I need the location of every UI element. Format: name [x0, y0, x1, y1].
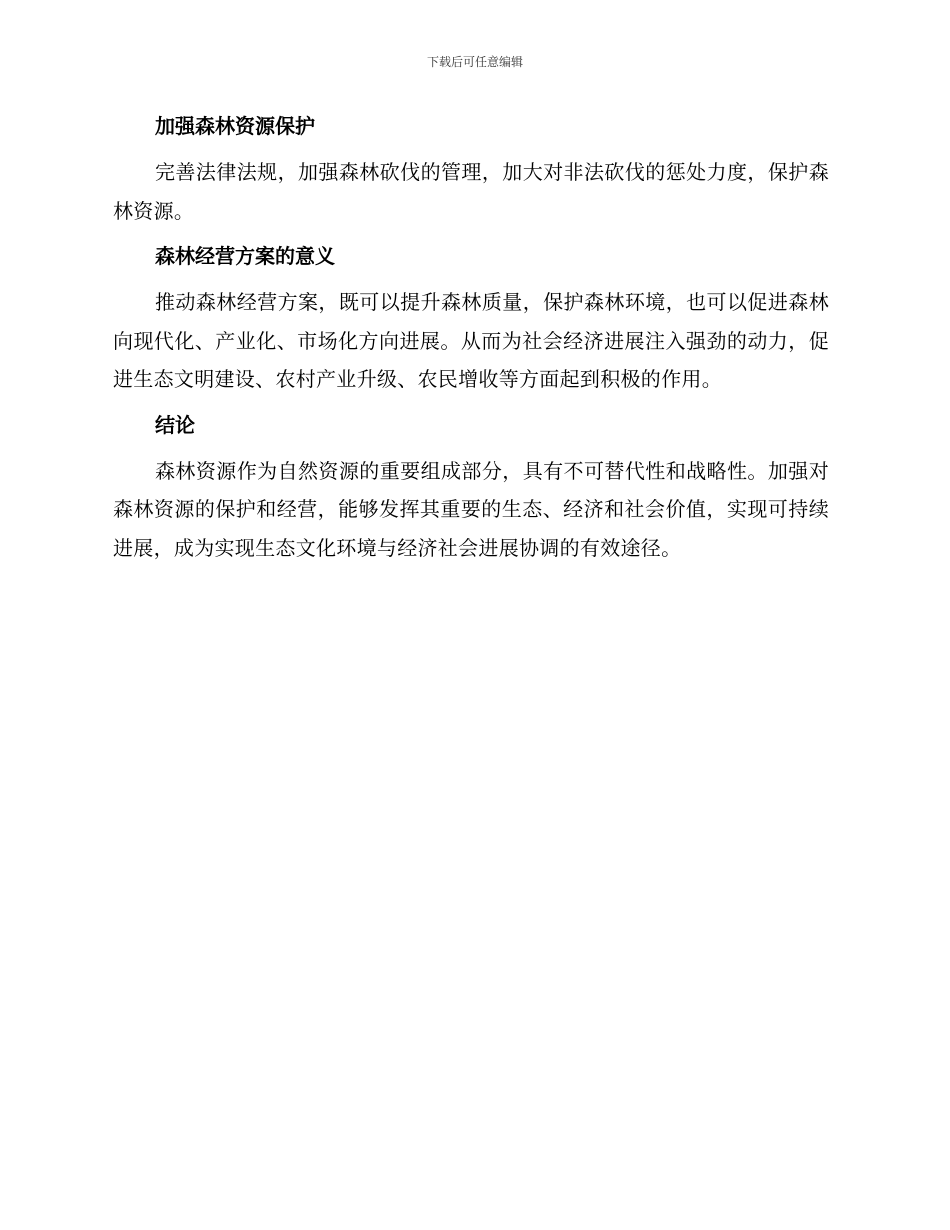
section-heading: 森林经营方案的意义: [155, 244, 335, 268]
page-header: 下载后可任意编辑: [426, 55, 523, 69]
section-conclusion: [113, 409, 829, 568]
section-management-significance: [113, 240, 829, 399]
document-body: [113, 110, 829, 567]
section-heading: 加强森林资源保护: [155, 114, 315, 138]
section-paragraph: 推动森林经营方案，既可以提升森林质量，保护森林环境，也可以促进森林向现代化、产业化、市场化方向进展。从而为社会经济进展注入强劲的动力，促进生态文明建设、农村产业升级、农民增收等方面起到积极的作用。: [113, 290, 829, 391]
section-paragraph: 森林资源作为自然资源的重要组成部分，具有不可替代性和战略性。加强对森林资源的保护和经营，能够发挥其重要的生态、经济和社会价值，实现可持续进展，成为实现生态文化环境与经济社会进展协调的有效途径。: [113, 458, 829, 560]
section-forest-protection: [113, 110, 829, 230]
section-paragraph: 完善法律法规，加强森林砍伐的管理，加大对非法砍伐的惩处力度，保护森林资源。: [113, 160, 829, 223]
section-heading: 结论: [155, 412, 195, 437]
